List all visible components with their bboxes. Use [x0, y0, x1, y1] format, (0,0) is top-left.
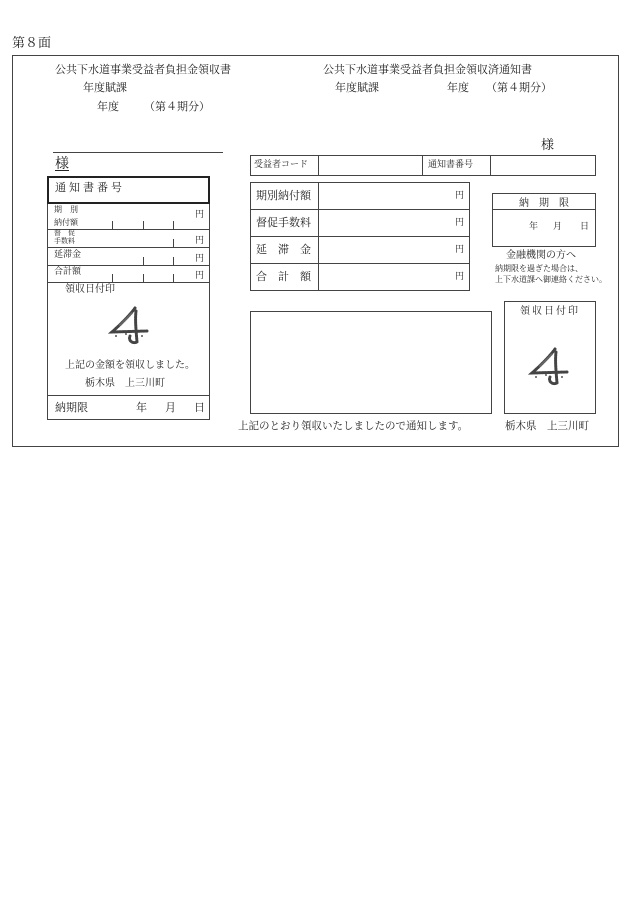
receipt-fiscal-assessment: 年度賦課	[83, 81, 127, 94]
digit-tick	[143, 257, 144, 265]
receipt-due-date-label: 納期限	[55, 401, 88, 414]
receipt-row-dunning-label-bottom: 手数料	[54, 237, 75, 245]
row-divider	[250, 236, 470, 237]
amount-row-installment-unit: 円	[455, 191, 465, 201]
blank-area-box	[250, 311, 492, 414]
due-date-divider	[492, 209, 596, 210]
cell-divider	[318, 155, 319, 176]
receipt-due-date-day: 日	[194, 401, 205, 414]
digit-tick	[173, 274, 174, 282]
amount-row-late-fee-label: 延 滞 金	[256, 243, 311, 256]
notice-number-label: 通知書番号	[428, 160, 474, 170]
notice-fiscal-assessment: 年度賦課	[335, 81, 379, 94]
notice-due-date-box	[492, 193, 596, 247]
receipt-row-installment-unit: 円	[195, 210, 205, 220]
row-divider	[47, 265, 210, 266]
receipt-due-date-month: 月	[165, 401, 176, 414]
bank-notice-line-2: 上下水道課へ御連絡ください。	[495, 275, 607, 284]
amount-row-total-unit: 円	[455, 272, 465, 282]
receipt-period: （第４期分）	[144, 100, 210, 113]
town-emblem-stamp	[108, 305, 152, 347]
digit-tick	[143, 221, 144, 229]
digit-tick	[173, 239, 174, 247]
cell-divider	[422, 155, 423, 176]
receipt-row-total-label: 合計額	[54, 267, 82, 277]
notice-due-date-month: 月	[553, 222, 563, 232]
amount-row-total-label: 合 計 額	[256, 270, 311, 283]
receipt-row-late-fee-unit: 円	[195, 254, 205, 264]
row-divider	[47, 247, 210, 248]
receipt-row-dunning-label-top: 督 促	[54, 229, 75, 237]
receipt-fiscal-year: 年度	[97, 100, 119, 113]
cell-divider	[490, 155, 491, 176]
amount-row-installment-label: 期別納付額	[256, 189, 311, 202]
row-divider	[47, 282, 210, 283]
amount-row-dunning-unit: 円	[455, 218, 465, 228]
amount-row-late-fee-unit: 円	[455, 245, 465, 255]
bank-notice-line-1: 納期限を過ぎた場合は、	[495, 264, 583, 273]
town-emblem-stamp	[528, 346, 572, 388]
notice-addressee-suffix: 様	[541, 138, 555, 153]
notice-due-date-day: 日	[580, 222, 590, 232]
row-divider	[47, 395, 210, 396]
digit-tick	[143, 274, 144, 282]
amount-row-dunning-label: 督促手数料	[256, 216, 311, 229]
receipt-title: 公共下水道事業受益者負担金領収書	[55, 63, 231, 76]
receipt-stamp-label: 領収日付印	[65, 284, 115, 295]
receipt-row-installment-label-bottom: 納付額	[54, 218, 78, 227]
receipt-row-installment-label-top: 期 別	[54, 205, 78, 214]
bank-notice-title: 金融機関の方へ	[506, 250, 576, 261]
notice-period: （第４期分）	[486, 81, 552, 94]
receipt-row-total-unit: 円	[195, 271, 205, 281]
receipt-issuer: 栃木県 上三川町	[85, 378, 165, 389]
addressee-line	[53, 152, 223, 153]
receipt-notice-number-label: 通知書番号	[55, 181, 125, 194]
notice-issuer: 栃木県 上三川町	[505, 420, 589, 432]
notice-stamp-label: 領収日付印	[520, 306, 580, 317]
digit-tick	[173, 221, 174, 229]
receipt-row-late-fee-label: 延滞金	[54, 250, 82, 260]
notice-footer-statement: 上記のとおり領収いたしましたので通知します。	[238, 420, 469, 432]
notice-title: 公共下水道事業受益者負担金領収済通知書	[323, 63, 532, 76]
digit-tick	[112, 221, 113, 229]
notice-due-date-year: 年	[529, 222, 539, 232]
beneficiary-code-label: 受益者コード	[254, 160, 309, 170]
digit-tick	[173, 257, 174, 265]
row-divider	[250, 263, 470, 264]
notice-due-date-label: 納 期 限	[519, 198, 569, 209]
receipt-confirmation: 上記の金額を領収しました。	[65, 360, 195, 371]
receipt-addressee-suffix: 様	[55, 156, 69, 172]
receipt-due-date-year: 年	[136, 401, 147, 414]
digit-tick	[112, 274, 113, 282]
row-divider	[250, 209, 470, 210]
receipt-row-dunning-unit: 円	[195, 236, 205, 246]
page-label: 第８面	[12, 36, 52, 51]
notice-fiscal-year: 年度	[447, 81, 469, 94]
